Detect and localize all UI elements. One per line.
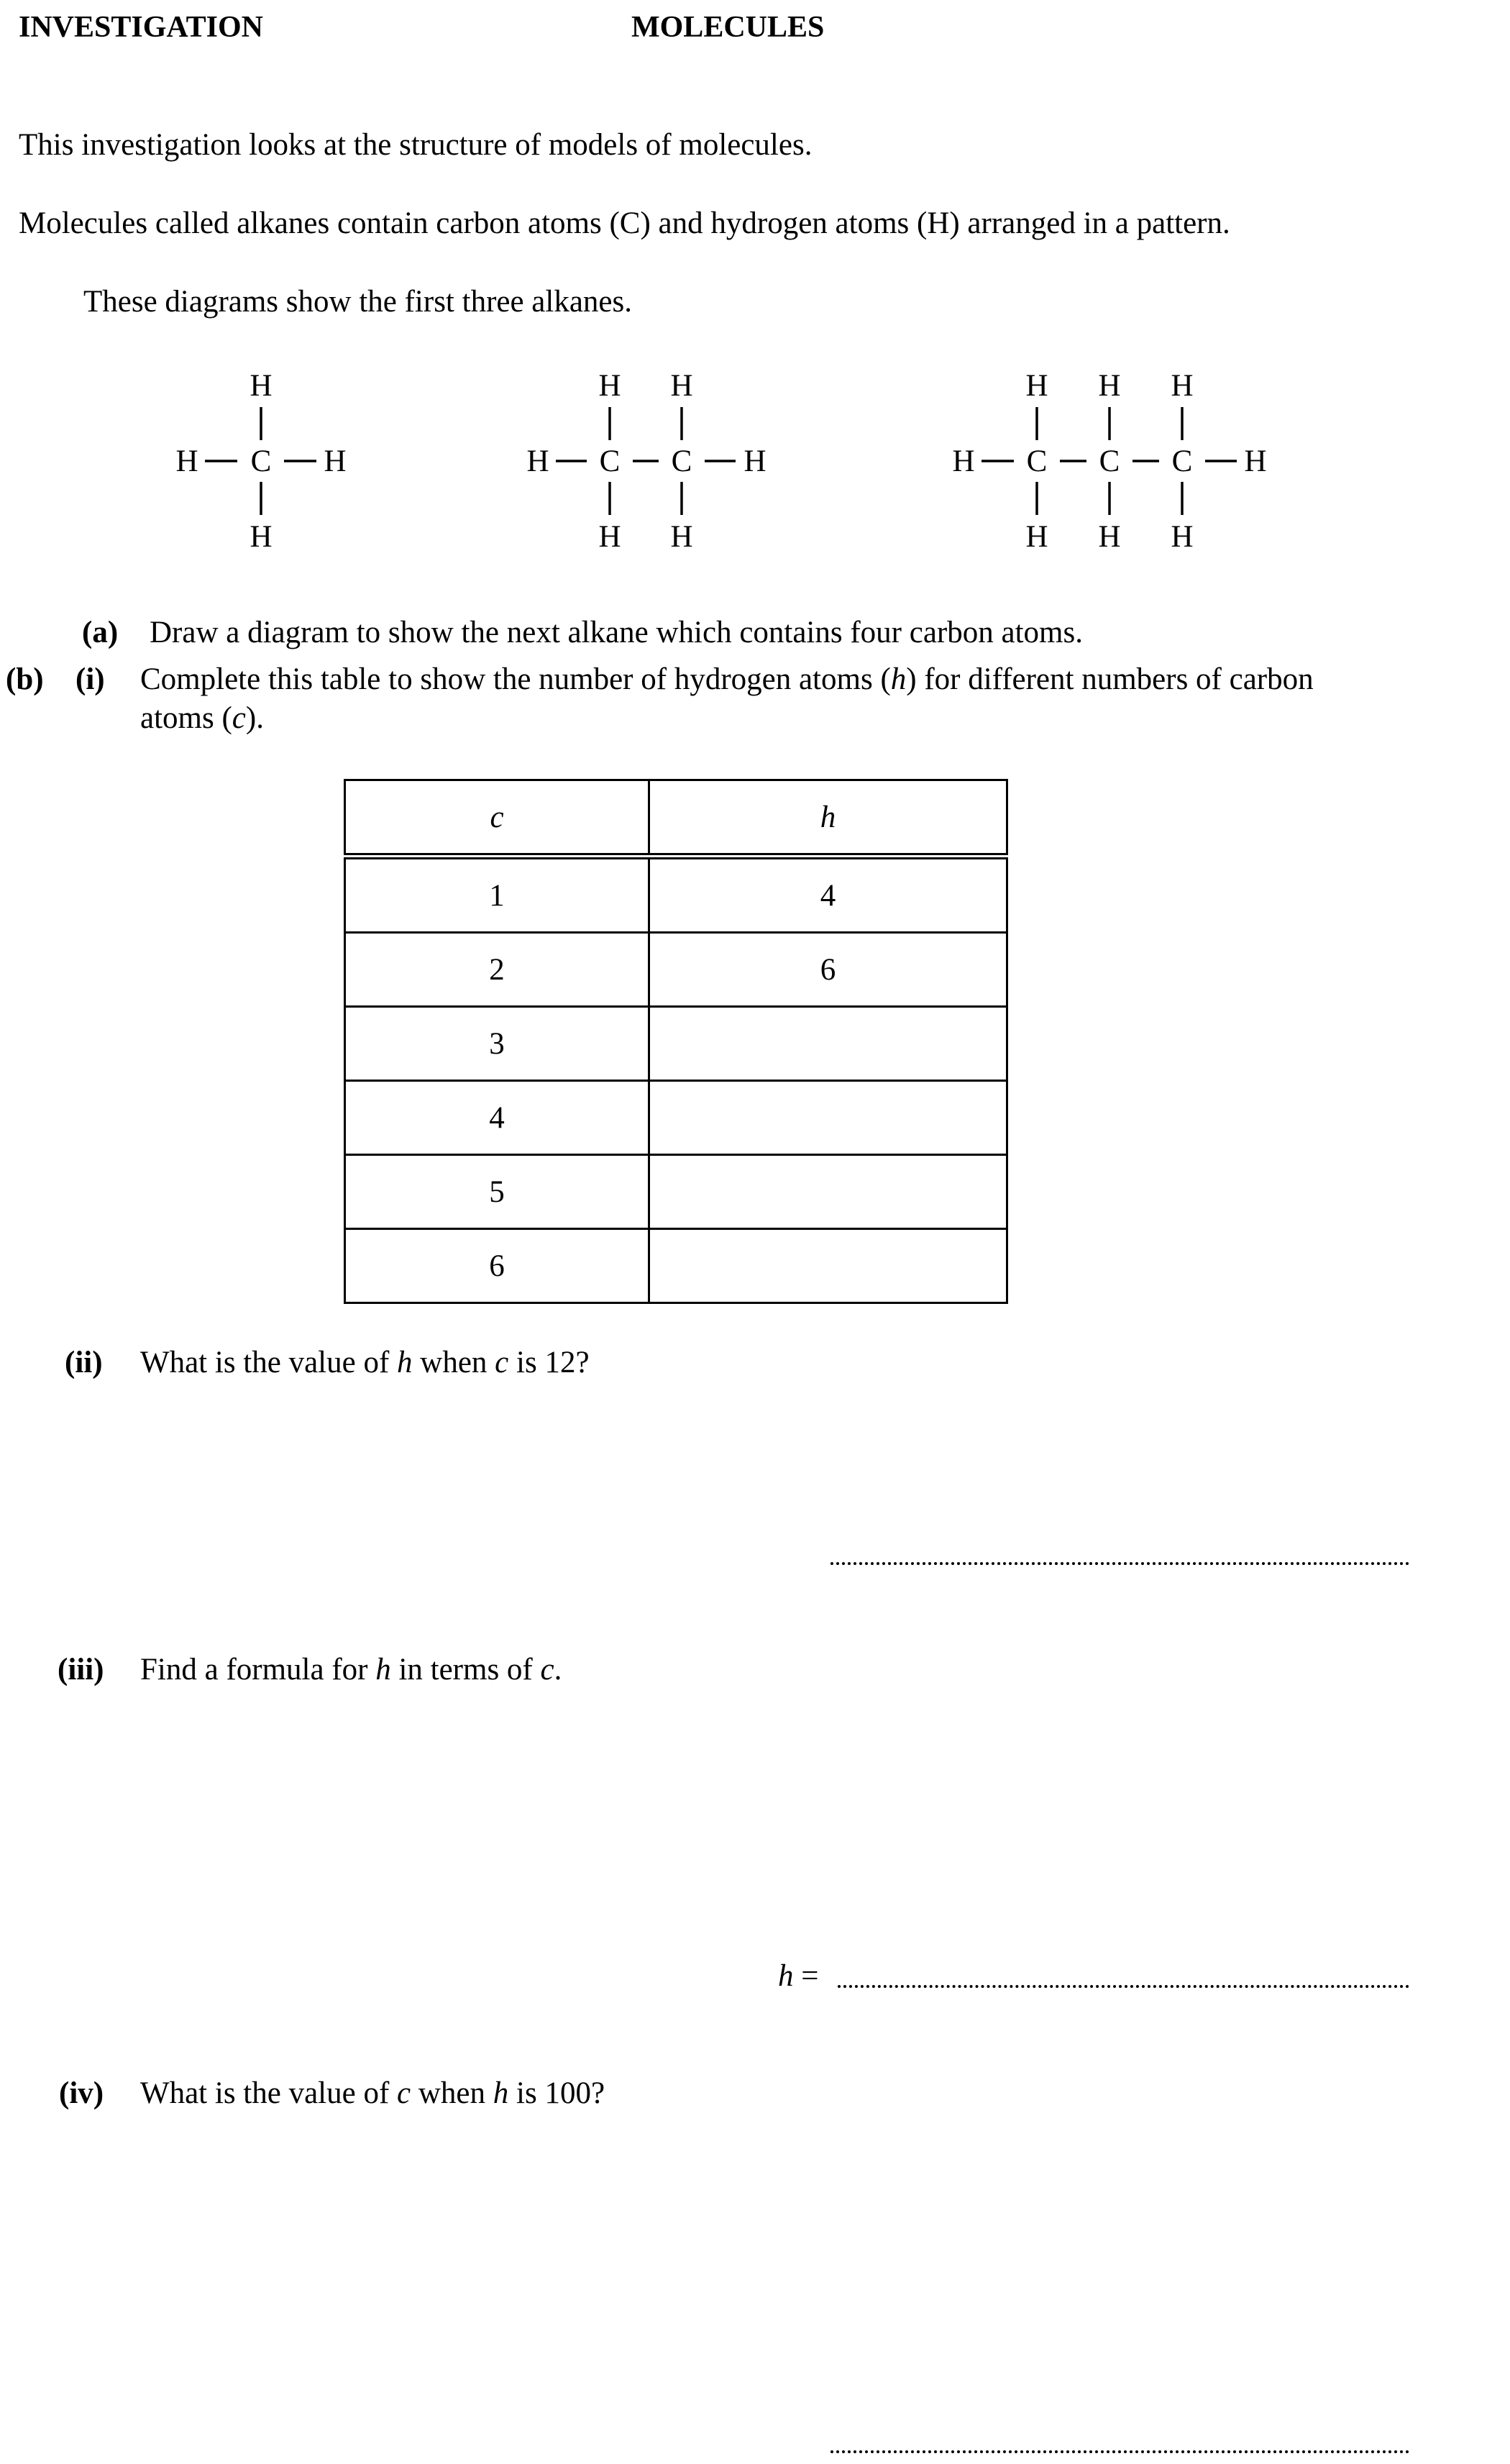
table-header-h: h: [649, 780, 1007, 857]
part-b-i-label: (i): [76, 662, 105, 696]
table-row: [345, 1007, 1007, 1081]
cell-h[interactable]: [649, 1007, 1007, 1081]
formula-answer-prefix: h =: [778, 1959, 819, 1993]
cell-h[interactable]: [649, 1081, 1007, 1155]
cell-c: 5: [345, 1155, 649, 1229]
cell-h[interactable]: 4: [649, 857, 1007, 933]
answer-line-iv[interactable]: [830, 2450, 1409, 2453]
part-a-question: Draw a diagram to show the next alkane which contains four carbon atoms.: [150, 616, 1083, 649]
atom-c: C: [250, 444, 272, 478]
part-b-ii-label: (ii): [65, 1346, 103, 1379]
atom-c: C: [599, 444, 621, 478]
part-b-iii-question: Find a formula for h in terms of c.: [140, 1653, 562, 1687]
methane-diagram: [165, 360, 352, 568]
propane-diagram: [942, 360, 1273, 568]
investigation-heading: INVESTIGATION: [19, 11, 263, 44]
atom-c: C: [1099, 444, 1120, 478]
cell-c: 6: [345, 1229, 649, 1303]
atom-c: C: [1171, 444, 1193, 478]
part-b-i-question: Complete this table to show the number of hydrogen atoms (h) for different numbers of carbon: [140, 662, 1314, 696]
hydrogen-carbon-table: [344, 779, 1008, 1304]
atom-c: C: [1026, 444, 1048, 478]
atom-h: H: [250, 520, 273, 554]
cell-c: 1: [345, 857, 649, 933]
atom-c: C: [671, 444, 692, 478]
atom-h: H: [1244, 444, 1267, 478]
part-b-ii-question: What is the value of h when c is 12?: [140, 1346, 590, 1379]
part-b-iv-label: (iv): [59, 2076, 104, 2110]
table-row: [345, 1155, 1007, 1229]
intro-line-3: These diagrams show the first three alkanes.: [83, 285, 632, 319]
atom-h: H: [526, 444, 549, 478]
atom-h: H: [1171, 520, 1194, 554]
atom-h: H: [324, 444, 347, 478]
atom-h: H: [1025, 369, 1048, 403]
cell-h[interactable]: [649, 1155, 1007, 1229]
intro-line-2: Molecules called alkanes contain carbon atoms (C) and hydrogen atoms (H) arranged in a pattern.: [19, 206, 1230, 240]
intro-line-1: This investigation looks at the structure of models of molecules.: [19, 128, 813, 162]
answer-line-ii[interactable]: [830, 1562, 1409, 1565]
ethane-diagram: [516, 360, 775, 568]
atom-h: H: [598, 520, 621, 554]
answer-line-iii[interactable]: [838, 1985, 1409, 1988]
part-a-label: (a): [82, 616, 119, 649]
cell-h[interactable]: [649, 1229, 1007, 1303]
atom-h: H: [952, 444, 975, 478]
table-row: [345, 1081, 1007, 1155]
molecules-heading: MOLECULES: [631, 11, 825, 44]
atom-h: H: [175, 444, 198, 478]
atom-h: H: [670, 369, 693, 403]
table-row: [345, 1229, 1007, 1303]
part-b-label: (b): [6, 662, 44, 696]
atom-h: H: [598, 369, 621, 403]
atom-h: H: [250, 369, 273, 403]
part-b-iii-label: (iii): [58, 1653, 104, 1687]
table-header-c: c: [345, 780, 649, 857]
atom-h: H: [1098, 520, 1121, 554]
cell-c: 4: [345, 1081, 649, 1155]
cell-h[interactable]: 6: [649, 933, 1007, 1007]
part-b-i-question-line2: atoms (c).: [140, 701, 264, 735]
table-row: [345, 933, 1007, 1007]
part-b-iv-question: What is the value of c when h is 100?: [140, 2076, 605, 2110]
atom-h: H: [1025, 520, 1048, 554]
table-row: [345, 857, 1007, 933]
atom-h: H: [743, 444, 767, 478]
cell-c: 3: [345, 1007, 649, 1081]
cell-c: 2: [345, 933, 649, 1007]
atom-h: H: [670, 520, 693, 554]
atom-h: H: [1098, 369, 1121, 403]
atom-h: H: [1171, 369, 1194, 403]
